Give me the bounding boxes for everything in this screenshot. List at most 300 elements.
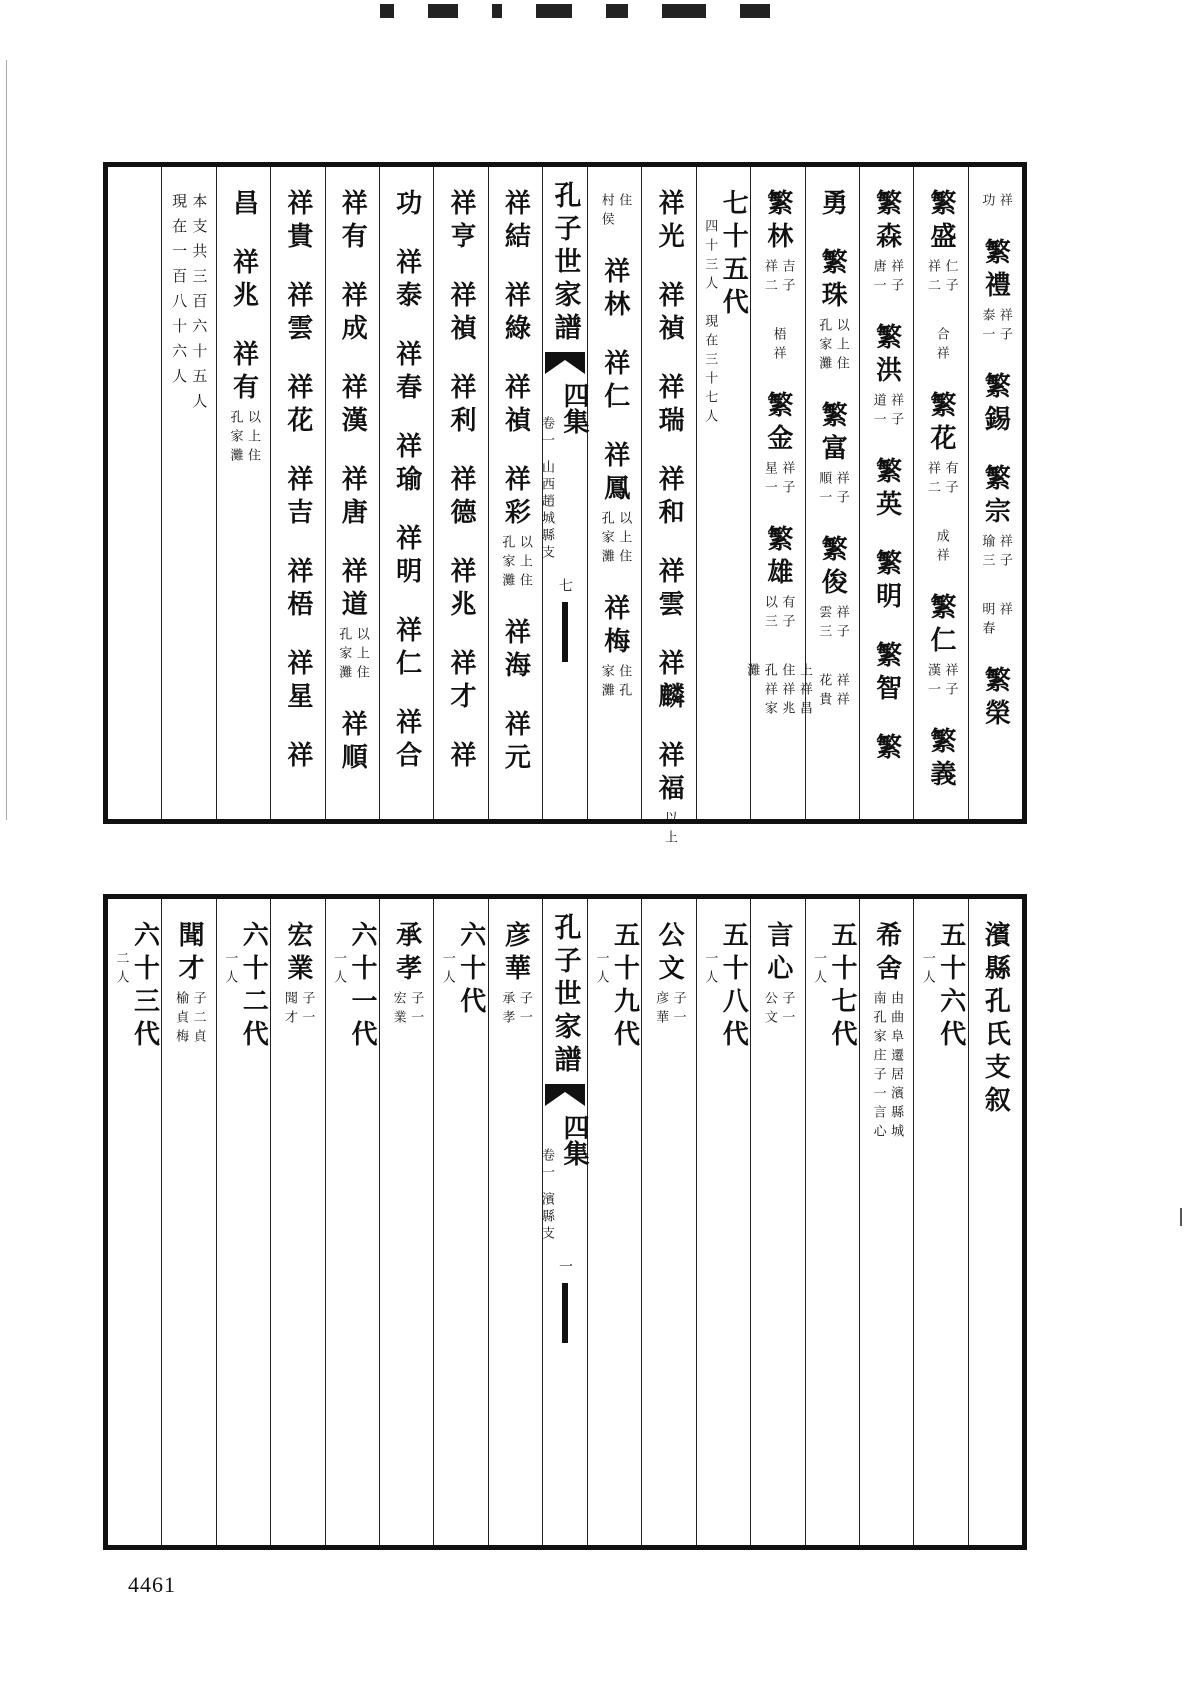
person-name: 祥明 (391, 524, 422, 590)
person-name: 繁禮 (980, 238, 1011, 304)
annotation: 四十三人 現在三十七人 (702, 219, 718, 428)
genealogy-entry (445, 649, 476, 715)
genealogy-entry (701, 189, 747, 428)
column-content (271, 921, 324, 1537)
annotation: 吉子 祥二 (761, 259, 795, 297)
annotation: 成祥 (933, 529, 949, 567)
annotation: 一人 (810, 951, 826, 989)
column-content (271, 189, 324, 811)
person-name: 繁明 (871, 549, 902, 615)
genealogy-entry (112, 921, 158, 1053)
genealogy-entry (221, 921, 267, 1053)
person-name: 祥和 (654, 465, 685, 531)
person-name: 祥仁 (599, 349, 630, 415)
genealogy-entry (391, 432, 422, 498)
person-name: 祥星 (282, 649, 313, 715)
folio-number: 七 (557, 578, 573, 592)
person-name: 祥鳳 (599, 441, 630, 507)
annotation: 祥子 泰一 (979, 308, 1012, 346)
genealogy-entry (925, 727, 956, 793)
genealogy-entry (337, 373, 368, 439)
left-column (216, 167, 270, 819)
column-content (588, 189, 641, 811)
page-number: 4461 (128, 1572, 176, 1597)
genealogy-entry (337, 281, 368, 347)
person-name: 祥道 (337, 557, 368, 623)
annotation: 梧祥 (770, 327, 786, 365)
genealogy-entry (980, 666, 1011, 732)
person-name: 祥雲 (654, 557, 685, 623)
genealogy-entry (282, 649, 313, 715)
genealogy-entry (654, 465, 685, 531)
column-content (489, 921, 542, 1537)
volume-label (537, 1114, 593, 1243)
right-column (696, 167, 750, 819)
genealogy-entry (335, 557, 370, 684)
person-name: 勇 (817, 189, 848, 222)
genealogy-entry (597, 594, 632, 702)
column-content (642, 921, 695, 1537)
column-content (108, 921, 161, 1537)
annotation: 上祥昌 住祥兆 孔祥家 灘 (744, 663, 812, 720)
genealogy-entry (654, 189, 685, 255)
person-name: 濱縣孔氏支叙 (980, 921, 1011, 1119)
annotation: 子一 聞才 (281, 991, 315, 1029)
genealogy-entry (228, 189, 259, 222)
column-content (217, 921, 270, 1537)
genealogy-entry (701, 921, 747, 1053)
genealogy-entry (599, 349, 630, 415)
volume-name: 四集 (559, 1114, 589, 1166)
person-name: 祥元 (500, 710, 531, 776)
genealogy-entry (282, 373, 313, 439)
person-name: 宏業 (282, 921, 313, 987)
person-name: 六十代 (455, 921, 486, 1020)
center-fold-column (539, 899, 589, 1545)
genealogy-entry (438, 921, 484, 1020)
annotation: 二人 (113, 951, 129, 989)
person-name: 五十八代 (718, 921, 749, 1053)
top-edge-bleed (380, 4, 900, 22)
person-name: 祥禎 (654, 281, 685, 347)
genealogy-entry (280, 921, 315, 1029)
left-column (379, 899, 433, 1545)
person-name: 六十二代 (238, 921, 269, 1053)
person-name: 祥禎 (500, 373, 531, 439)
fishtail-ornament-icon (545, 1084, 585, 1106)
genealogy-entry (337, 710, 368, 776)
person-name: 祥春 (391, 340, 422, 406)
right-column (968, 167, 1022, 819)
person-name: 祥兆 (228, 248, 259, 314)
annotation: 祥子 雲三 (816, 605, 849, 643)
left-column (488, 167, 542, 819)
person-name: 六十一代 (346, 921, 377, 1053)
annotation: 住孔 家灘 (598, 664, 632, 702)
person-name: 祥麟 (654, 649, 685, 715)
person-name: 祥光 (654, 189, 685, 255)
person-name: 繁俊 (817, 535, 848, 601)
left-column (161, 167, 215, 819)
person-name: 五十九代 (609, 921, 640, 1053)
column-content (806, 189, 859, 811)
person-name: 祥禎 (445, 281, 476, 347)
person-name: 祥 (445, 741, 476, 774)
annotation: 以上住 孔家灘 (499, 535, 532, 592)
person-name: 功 (391, 189, 422, 222)
person-name: 祥漢 (337, 373, 368, 439)
genealogy-entry (654, 649, 685, 715)
genealogy-entry (980, 921, 1011, 1119)
left-column (216, 899, 270, 1545)
genealogy-entry (923, 189, 958, 297)
genealogy-entry (932, 525, 950, 567)
person-name: 五十六代 (935, 921, 966, 1053)
genealogy-entry (282, 281, 313, 347)
person-name: 祥吉 (282, 465, 313, 531)
fold-mark (562, 602, 568, 662)
person-name: 繁洪 (871, 323, 902, 389)
person-name: 祥海 (500, 618, 531, 684)
right-margin-mark (1180, 1208, 1182, 1226)
genealogy-entry (445, 741, 476, 774)
genealogy-entry (869, 189, 904, 297)
right-column (750, 899, 804, 1545)
genealogy-entry (500, 710, 531, 776)
right-column (913, 899, 967, 1545)
genealogy-entry (391, 248, 422, 314)
center-content (539, 913, 589, 1537)
folio-number: 一 (557, 1259, 573, 1273)
annotation: 仁子 祥二 (924, 259, 958, 297)
center-fold-column (539, 167, 589, 819)
column-content (380, 921, 433, 1537)
genealogy-entry (760, 391, 795, 499)
genealogy-entry (760, 525, 795, 633)
person-name: 繁英 (871, 457, 902, 523)
left-column (270, 899, 324, 1545)
genealogy-entry (445, 281, 476, 347)
genealogy-entry (445, 189, 476, 255)
annotation: 一人 (702, 951, 718, 989)
annotation: 一人 (330, 951, 346, 989)
person-name: 祥梧 (282, 557, 313, 623)
column-content (642, 189, 695, 849)
left-column (108, 899, 161, 1545)
genealogy-entry (978, 464, 1013, 572)
genealogy-entry (337, 465, 368, 531)
column-content (588, 921, 641, 1537)
genealogy-entry (282, 741, 313, 774)
left-column (108, 167, 161, 819)
genealogy-entry (923, 391, 958, 499)
genealogy-entry (391, 340, 422, 406)
annotation: 有子 祥二 (924, 461, 958, 499)
genealogy-entry (228, 248, 259, 314)
person-name: 繁花 (925, 391, 956, 457)
annotation: 祥祥 花貴 (816, 673, 849, 711)
annotation: 祥子 順一 (816, 471, 849, 509)
person-name: 祥才 (445, 649, 476, 715)
person-name: 繁義 (925, 727, 956, 793)
genealogy-entry (389, 921, 424, 1029)
annotation: 子一 公文 (761, 991, 795, 1029)
person-name: 繁森 (871, 189, 902, 255)
fold-mark (562, 1283, 568, 1343)
genealogy-entry (597, 441, 632, 568)
right-column (641, 167, 695, 849)
right-column (696, 899, 750, 1545)
right-column (587, 899, 641, 1545)
column-content (914, 921, 967, 1537)
genealogy-entry (871, 549, 902, 615)
center-content (539, 181, 589, 811)
person-name: 繁珠 (817, 248, 848, 314)
annotation: 以上住 孔家灘 (227, 410, 260, 467)
left-column (488, 899, 542, 1545)
genealogy-entry (445, 465, 476, 531)
left-column (433, 899, 487, 1545)
annotation: 由曲阜遷居濱縣城 南孔家庄子一言心 (870, 991, 904, 1143)
person-name: 繁雄 (762, 525, 793, 591)
annotation: 以上住 孔家灘 (336, 627, 369, 684)
person-name: 祥唐 (337, 465, 368, 531)
genealogy-entry (445, 373, 476, 439)
genealogy-entry (871, 457, 902, 523)
person-name: 彦華 (500, 921, 531, 987)
genealogy-entry (282, 557, 313, 623)
genealogy-entry (337, 189, 368, 255)
genealogy-entry (654, 281, 685, 347)
annotation: 本支共三百六十五人 現在一百八十六人 (170, 193, 209, 418)
genealogy-entry (169, 189, 210, 418)
person-name: 言心 (762, 921, 793, 987)
person-name: 祥利 (445, 373, 476, 439)
person-name: 繁榮 (980, 666, 1011, 732)
person-name: 祥兆 (445, 557, 476, 623)
right-column (641, 899, 695, 1545)
column-content (434, 189, 487, 811)
annotation: 住 村侯 (598, 193, 632, 231)
right-column (805, 167, 859, 819)
genealogy-entry (391, 524, 422, 590)
genealogy-entry (282, 465, 313, 531)
annotation: 一人 (222, 951, 238, 989)
column-content (806, 921, 859, 1537)
person-name: 五十七代 (826, 921, 857, 1053)
genealogy-entry (743, 659, 813, 720)
column-content (434, 921, 487, 1537)
person-name: 祥仁 (391, 616, 422, 682)
genealogy-entry (500, 373, 531, 439)
person-name: 繁錫 (980, 372, 1011, 438)
volume-note: 卷一 (539, 1148, 554, 1182)
person-name: 祥雲 (282, 281, 313, 347)
person-name: 祥泰 (391, 248, 422, 314)
person-name: 繁金 (762, 391, 793, 457)
genealogy-entry (932, 323, 950, 365)
branch-name: 山西趙城縣支 (539, 460, 554, 562)
person-name: 祥有 (228, 340, 259, 406)
annotation: 以上住 孔家灘 (816, 318, 849, 375)
genealogy-entry (329, 921, 375, 1053)
column-content (969, 921, 1022, 1537)
column-content (108, 189, 161, 811)
right-column (805, 899, 859, 1545)
book-title: 孔子世家譜 (549, 181, 581, 346)
annotation: 祥 功 (979, 193, 1012, 212)
genealogy-entry (445, 557, 476, 623)
left-column (433, 167, 487, 819)
person-name: 祥彩 (500, 465, 531, 531)
genealogy-entry (809, 921, 855, 1053)
genealogy-entry (500, 189, 531, 255)
right-column (913, 167, 967, 819)
genealogy-entry (391, 616, 422, 682)
person-name: 六十三代 (129, 921, 160, 1053)
genealogy-entry (869, 323, 904, 431)
annotation: 有子 以三 (761, 595, 795, 633)
person-name: 祥亨 (445, 189, 476, 255)
genealogy-entry (978, 238, 1013, 346)
annotation: 一人 (919, 951, 935, 989)
person-name: 祥有 (337, 189, 368, 255)
annotation: 子一 宏業 (390, 991, 424, 1029)
genealogy-entry (871, 641, 902, 707)
left-column (161, 899, 215, 1545)
right-column (968, 899, 1022, 1545)
person-name: 繁林 (762, 189, 793, 255)
annotation: 以上住 孔家灘 (598, 511, 632, 568)
person-name: 昌 (228, 189, 259, 222)
genealogy-entry (815, 401, 850, 509)
person-name: 祥花 (282, 373, 313, 439)
annotation: 子一 彦華 (653, 991, 686, 1029)
person-name: 祥順 (337, 710, 368, 776)
person-name: 繁仁 (925, 593, 956, 659)
column-content (751, 921, 804, 1537)
book-title: 孔子世家譜 (549, 913, 581, 1078)
annotation: 祥子 道一 (870, 393, 904, 431)
genealogy-entry (500, 618, 531, 684)
left-column (379, 167, 433, 819)
column-content (380, 189, 433, 811)
person-name: 七十五代 (718, 189, 749, 321)
genealogy-entry (654, 373, 685, 439)
genealogy-entry (760, 921, 795, 1029)
volume-label (537, 382, 593, 562)
person-name: 祥 (282, 741, 313, 774)
column-content (162, 189, 215, 811)
annotation: 子二貞 榆貞梅 (173, 991, 206, 1048)
genealogy-entry (391, 708, 422, 774)
person-name: 繁盛 (925, 189, 956, 255)
person-name: 祥綠 (500, 281, 531, 347)
right-column (744, 167, 812, 819)
genealogy-entry (654, 741, 685, 849)
person-name: 祥梅 (599, 594, 630, 660)
genealogy-entry (500, 281, 531, 347)
annotation: 合祥 (933, 327, 949, 365)
person-name: 繁富 (817, 401, 848, 467)
right-column (859, 899, 913, 1545)
genealogy-entry (652, 921, 687, 1029)
genealogy-entry (815, 669, 850, 711)
column-content (860, 189, 913, 811)
column-content (697, 921, 750, 1537)
annotation: 祥 明春 (979, 602, 1012, 640)
genealogy-entry (226, 340, 261, 467)
genealogy-entry (498, 921, 533, 1029)
column-content (969, 189, 1022, 811)
right-column (587, 167, 641, 819)
column-content (326, 921, 379, 1537)
person-name: 祥德 (445, 465, 476, 531)
person-name: 希舍 (871, 921, 902, 987)
column-content (744, 189, 812, 811)
genealogy-entry (871, 733, 902, 766)
annotation: 祥子 唐一 (870, 259, 904, 297)
annotation: 祥子 星一 (761, 461, 795, 499)
left-margin-line (6, 60, 7, 820)
branch-name: 濱縣支 (539, 1192, 554, 1243)
annotation: 子一 承孝 (499, 991, 532, 1029)
left-column (325, 899, 379, 1545)
column-content (217, 189, 270, 811)
genealogy-entry (654, 557, 685, 623)
person-name: 祥林 (599, 257, 630, 323)
column-content (914, 189, 967, 811)
genealogy-entry (391, 189, 422, 222)
fishtail-ornament-icon (545, 352, 585, 374)
bottom-genealogy-page (103, 894, 1027, 1550)
column-content (860, 921, 913, 1537)
genealogy-entry (978, 598, 1013, 640)
person-name: 繁 (871, 733, 902, 766)
genealogy-entry (918, 921, 964, 1053)
top-genealogy-page (103, 162, 1027, 849)
genealogy-entry (869, 921, 904, 1143)
genealogy-entry (597, 189, 632, 231)
person-name: 祥瑞 (654, 373, 685, 439)
person-name: 公文 (654, 921, 685, 987)
person-name: 祥福 (654, 741, 685, 807)
genealogy-entry (817, 189, 848, 222)
left-column (270, 167, 324, 819)
right-column (859, 167, 913, 819)
genealogy-entry (599, 257, 630, 323)
genealogy-entry (815, 535, 850, 643)
annotation: 一人 (593, 951, 609, 989)
column-content (489, 189, 542, 811)
annotation: 以上 (661, 811, 677, 849)
person-name: 祥合 (391, 708, 422, 774)
person-name: 祥貴 (282, 189, 313, 255)
column-content (697, 189, 750, 811)
genealogy-entry (498, 465, 533, 592)
genealogy-entry (815, 248, 850, 375)
genealogy-entry (760, 189, 795, 297)
genealogy-entry (769, 323, 787, 365)
column-content (162, 921, 215, 1537)
genealogy-entry (172, 921, 207, 1048)
person-name: 承孝 (391, 921, 422, 987)
volume-note: 卷一 (539, 416, 554, 450)
left-column (325, 167, 379, 819)
person-name: 祥成 (337, 281, 368, 347)
genealogy-entry (282, 189, 313, 255)
person-name: 繁宗 (980, 464, 1011, 530)
